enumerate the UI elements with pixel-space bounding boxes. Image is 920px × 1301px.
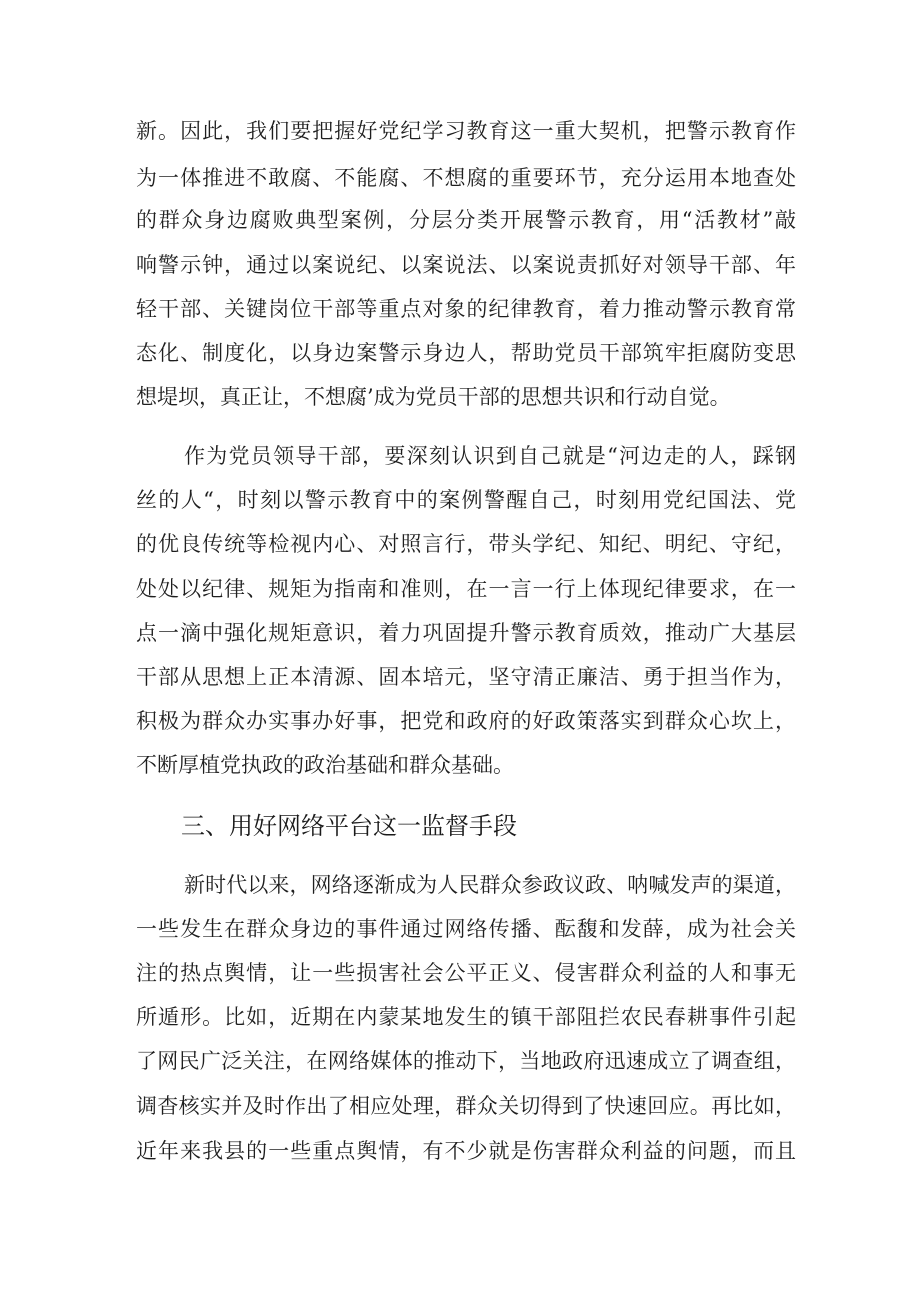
paragraph-3-line-4: 所遁形。比如，近期在内蒙某地发生的镇干部阻拦农民春耕事件引起 [136,1005,796,1029]
paragraph-1-line-4: 响警示钟，通过以案说纪、以案说法、以案说责抓好对领导干部、年 [136,253,796,277]
paragraph-1-line-2: 为一体推进不敢腐、不能腐、不想腐的重要环节，充分运用本地查处 [136,166,796,190]
paragraph-2-line-8: 不断厚植党执政的政治基础和群众基础。 [136,753,514,777]
paragraph-1-line-7: 想堤坝，真正让，不想腐’成为党员干部的思想共识和行动自觉。 [136,385,731,409]
paragraph-2-line-6: 干部从思想上正本清源、固本培元，坚守清正廉洁、勇于担当作为， [136,665,796,689]
paragraph-1-line-3: 的群众身边腐败典型案例，分层分类开展警示教育，用“活教材”敲 [136,208,796,232]
paragraph-2-line-2: 丝的人“，时刻以警示教育中的案例警醒自己，时刻用党纪国法、党 [136,488,796,512]
paragraph-3-line-3: 注的热点舆情，让一些损害社会公平正义、侵害群众利益的人和事无 [136,961,796,985]
paragraph-2-line-3: 的优良传统等检视内心、对照言行，带头学纪、知纪、明纪、守纪， [136,532,796,556]
paragraph-2-line-4: 处处以纪律、规矩为指南和准则，在一言一行上体现纪律要求，在一 [136,577,796,601]
paragraph-1-line-6: 态化、制度化，以身边案警示身边人，帮助党员干部筑牢拒腐防变思 [136,341,796,365]
paragraph-2-line-5: 点一滴中强化规矩意识，着力巩固提升警示教育质效，推动广大基层 [136,621,796,645]
section-heading: 三、用好网络平台这一监督手段 [181,812,517,840]
paragraph-1-line-1: 新。因此，我们要把握好党纪学习教育这一重大契机，把警示教育作 [136,119,796,143]
paragraph-1-line-5: 轻干部、关键岗位干部等重点对象的纪律教育，着力推动警示教育常 [136,297,796,321]
paragraph-3-line-7: 近年来我县的一些重点舆情，有不少就是伤害群众利益的问题，而且 [136,1139,796,1163]
paragraph-3-line-5: 了网民广泛关注，在网络媒体的推动下，当地政府迅速成立了调查组， [136,1049,796,1073]
paragraph-3-line-1: 新时代以来，网络逐渐成为人民群众参政议政、呐喊发声的渠道， [184,873,796,897]
paragraph-2-line-1: 作为党员领导干部，要深刻认识到自己就是“河边走的人，踩钢 [184,444,796,468]
paragraph-3-line-6: 调杳核实并及时作出了相应处理，群众关切得到了快速回应。再比如， [136,1094,796,1118]
paragraph-2-line-7: 积极为群众办实事办好事，把党和政府的好政策落实到群众心坎上， [136,709,796,733]
paragraph-3-line-2: 一些发生在群众身边的事件通过网络传播、酝馥和发薛，成为社会关 [136,917,796,941]
